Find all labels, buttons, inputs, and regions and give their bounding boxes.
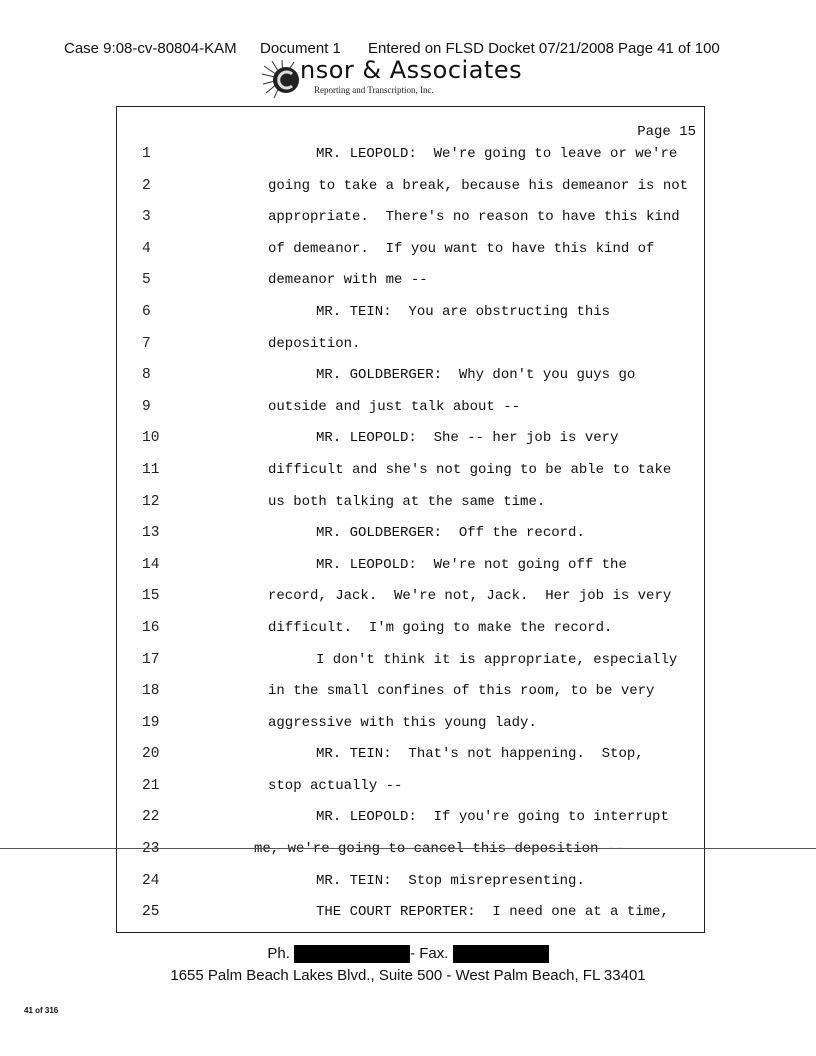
phone-label: Ph. [267, 945, 290, 962]
line-text: MR. TEIN: Stop misrepresenting. [316, 872, 585, 889]
line-number: 4 [142, 240, 151, 257]
line-text: demeanor with me -- [268, 272, 428, 289]
line-number: 17 [142, 651, 160, 668]
transcript-line [116, 837, 704, 869]
line-text: MR. LEOPOLD: We're not going off the [316, 556, 627, 573]
line-number: 22 [142, 809, 160, 826]
line-text: MR. LEOPOLD: We're going to leave or we're [316, 146, 678, 162]
transcript-line [116, 869, 704, 901]
line-number: 6 [142, 303, 151, 320]
line-text: me, we're going to cancel this deposition -- [254, 841, 624, 858]
contact-line [0, 945, 816, 967]
logo-name: nsor & Associates [300, 56, 523, 84]
line-number: 14 [142, 556, 160, 573]
line-text: deposition. [268, 335, 361, 352]
line-number: 24 [142, 872, 160, 889]
transcript-line [116, 616, 704, 648]
line-text: aggressive with this young lady. [268, 714, 537, 731]
line-number: 5 [142, 272, 151, 289]
line-text: outside and just talk about -- [268, 398, 521, 415]
logo-tagline: Reporting and Transcription, Inc. [314, 85, 434, 95]
page-of: Page 41 of 100 [618, 40, 720, 57]
line-text: record, Jack. We're not, Jack. Her job is very [268, 588, 672, 605]
transcript-lines [116, 142, 704, 932]
document-number: Document 1 [260, 40, 341, 57]
docket-entry: Entered on FLSD Docket 07/21/2008 [368, 40, 614, 57]
company-logo [262, 56, 562, 104]
transcript-line [116, 300, 704, 332]
transcript-page-label: Page 15 [637, 124, 696, 140]
line-number: 19 [142, 714, 160, 731]
line-number: 7 [142, 335, 151, 352]
transcript-line [116, 553, 704, 585]
line-number: 8 [142, 367, 151, 384]
redaction-bar [453, 945, 549, 963]
line-number: 1 [142, 146, 151, 162]
transcript-line [116, 900, 704, 932]
transcript-line [116, 363, 704, 395]
line-text: difficult and she's not going to be able to take [268, 461, 672, 478]
transcript-line [116, 237, 704, 269]
line-text: of demeanor. If you want to have this kind of [268, 240, 655, 257]
transcript-line [116, 426, 704, 458]
case-number: Case 9:08-cv-80804-KAM [64, 40, 237, 57]
line-text: THE COURT REPORTER: I need one at a time, [316, 904, 669, 921]
transcript-line [116, 711, 704, 743]
horizontal-rule [0, 848, 816, 849]
line-number: 23 [142, 841, 160, 858]
transcript-line [116, 174, 704, 206]
line-number: 9 [142, 398, 151, 415]
line-number: 21 [142, 777, 160, 794]
line-number: 25 [142, 904, 160, 921]
line-number: 10 [142, 430, 160, 447]
line-number: 3 [142, 209, 151, 226]
transcript-line [116, 205, 704, 237]
line-number: 15 [142, 588, 160, 605]
logo-globe-icon [262, 60, 304, 98]
line-text: MR. GOLDBERGER: Off the record. [316, 525, 585, 542]
fax-label: - Fax. [410, 945, 449, 962]
line-number: 18 [142, 683, 160, 700]
transcript-line [116, 395, 704, 427]
line-text: stop actually -- [268, 777, 403, 794]
line-text: going to take a break, because his demeanor is not [268, 177, 689, 194]
transcript-line [116, 521, 704, 553]
office-address: 1655 Palm Beach Lakes Blvd., Suite 500 - West Palm Beach, FL 33401 [170, 967, 646, 984]
line-text: in the small confines of this room, to be very [268, 683, 655, 700]
line-number: 2 [142, 177, 151, 194]
transcript-line [116, 648, 704, 680]
line-text: MR. GOLDBERGER: Why don't you guys go [316, 367, 636, 384]
transcript-line [116, 774, 704, 806]
transcript-line [116, 490, 704, 522]
transcript-line [116, 584, 704, 616]
line-text: MR. TEIN: That's not happening. Stop, [316, 746, 644, 763]
transcript-line [116, 142, 704, 174]
line-text: MR. LEOPOLD: If you're going to interrupt [316, 809, 669, 826]
line-text: appropriate. There's no reason to have this kind [268, 209, 680, 226]
line-number: 13 [142, 525, 160, 542]
line-text: MR. LEOPOLD: She -- her job is very [316, 430, 619, 447]
line-number: 11 [142, 461, 160, 478]
transcript-line [116, 742, 704, 774]
transcript-line [116, 805, 704, 837]
transcript-line [116, 268, 704, 300]
line-text: I don't think it is appropriate, especially [316, 651, 678, 668]
transcript-line [116, 332, 704, 364]
line-number: 12 [142, 493, 160, 510]
line-number: 20 [142, 746, 160, 763]
transcript-line [116, 458, 704, 490]
line-number: 16 [142, 619, 160, 636]
pdf-page-count: 41 of 316 [24, 1006, 59, 1015]
transcript-line [116, 679, 704, 711]
footer [0, 945, 816, 984]
line-text: difficult. I'm going to make the record. [268, 619, 613, 636]
redaction-bar [294, 945, 410, 963]
line-text: MR. TEIN: You are obstructing this [316, 303, 611, 320]
line-text: us both talking at the same time. [268, 493, 546, 510]
